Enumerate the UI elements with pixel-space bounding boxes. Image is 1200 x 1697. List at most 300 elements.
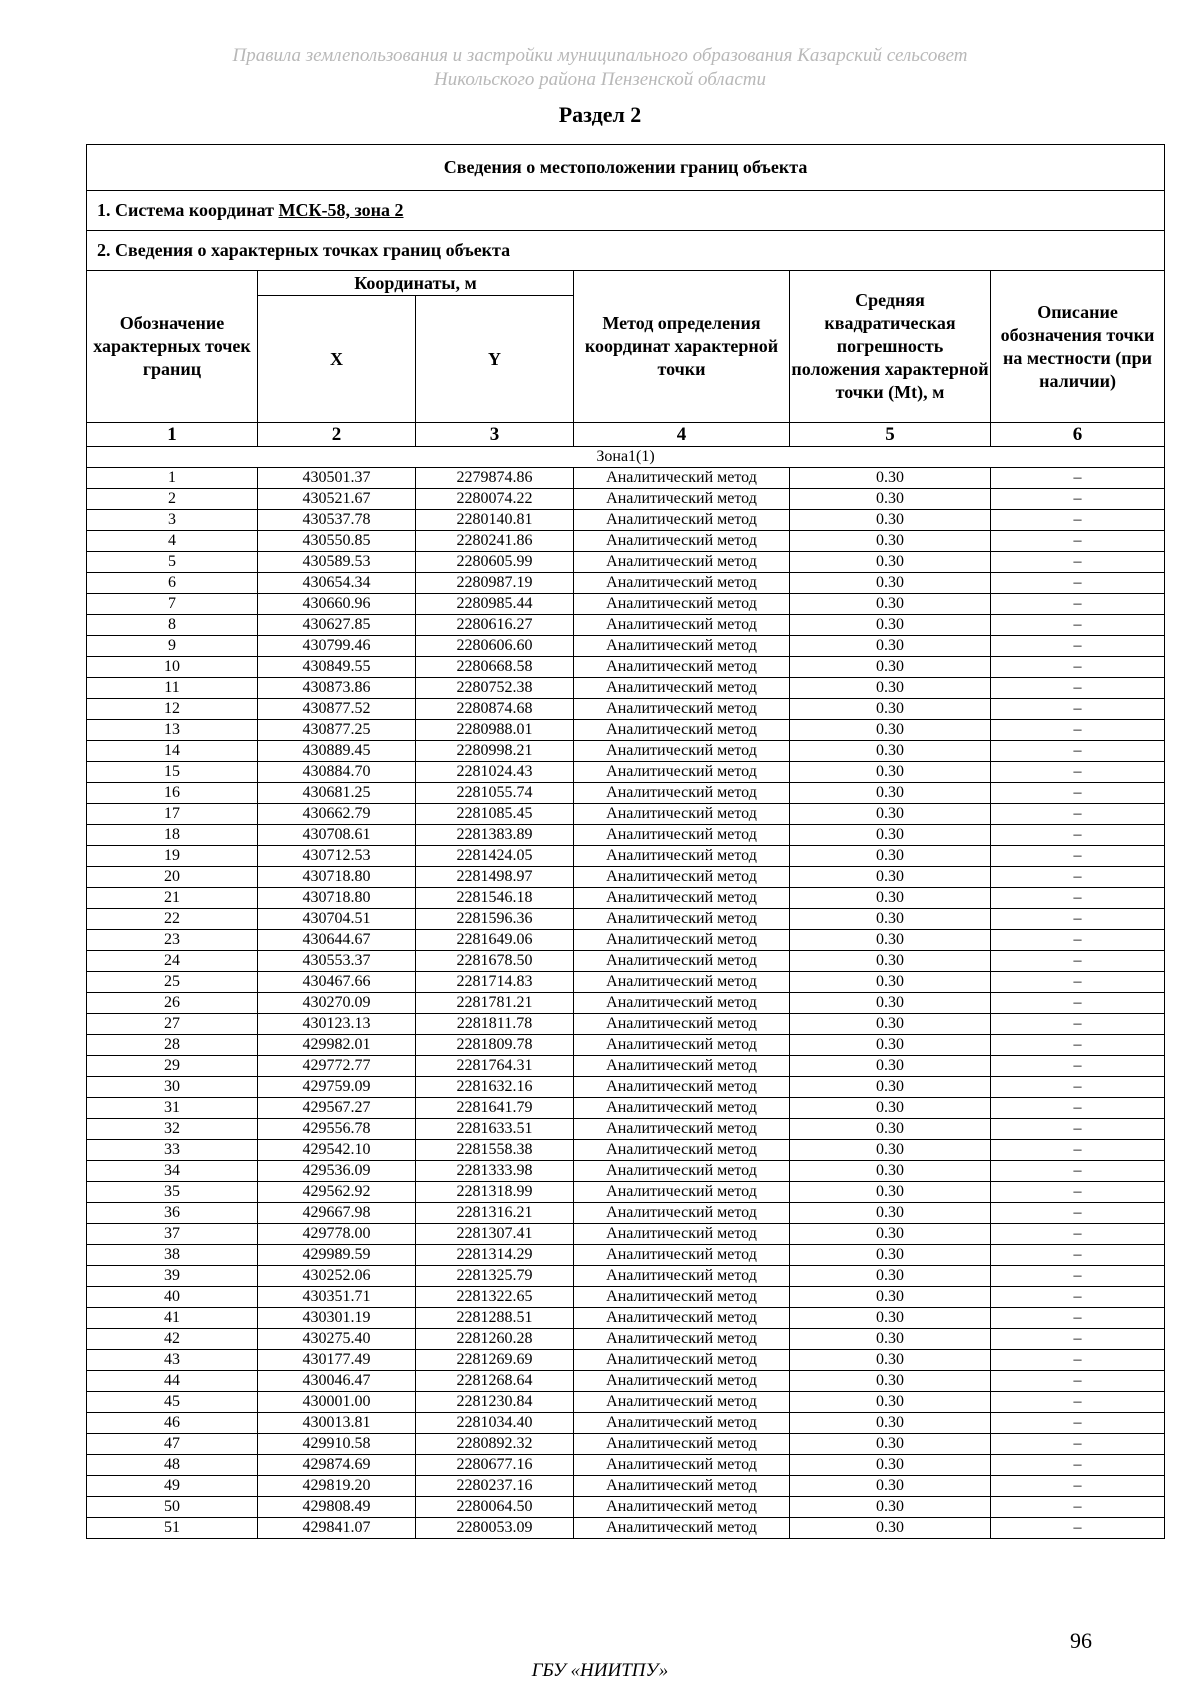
rms-error-cell: 0.30 — [790, 1413, 991, 1434]
table-row — [87, 1245, 1165, 1266]
coord-y-cell: 2281314.29 — [416, 1245, 574, 1266]
coord-y-cell: 2281558.38 — [416, 1140, 574, 1161]
description-cell: – — [991, 1077, 1165, 1098]
table-row — [87, 846, 1165, 867]
description-cell: – — [991, 1098, 1165, 1119]
rms-error-cell: 0.30 — [790, 1434, 991, 1455]
rms-error-cell: 0.30 — [790, 1098, 991, 1119]
point-number-cell: 3 — [87, 510, 258, 531]
method-cell: Аналитический метод — [574, 1161, 790, 1182]
point-number-cell: 41 — [87, 1308, 258, 1329]
table-row — [87, 468, 1165, 489]
point-number-cell: 17 — [87, 804, 258, 825]
rms-error-cell: 0.30 — [790, 489, 991, 510]
table-row — [87, 1518, 1165, 1539]
rms-error-cell: 0.30 — [790, 636, 991, 657]
rms-error-cell: 0.30 — [790, 1245, 991, 1266]
table-row — [87, 825, 1165, 846]
col-point-label: Обозначение характерных точек границ — [93, 313, 251, 379]
table-row — [87, 804, 1165, 825]
description-cell: – — [991, 1266, 1165, 1287]
point-number-cell: 39 — [87, 1266, 258, 1287]
point-number-cell: 32 — [87, 1119, 258, 1140]
point-number-cell: 19 — [87, 846, 258, 867]
col-error-header: Средняя квадратическая погрешность положения характерной точки (Mt), м — [790, 271, 991, 423]
method-cell: Аналитический метод — [574, 1518, 790, 1539]
table-row — [87, 720, 1165, 741]
rms-error-cell: 0.30 — [790, 1077, 991, 1098]
point-number-cell: 10 — [87, 657, 258, 678]
description-cell: – — [991, 1518, 1165, 1539]
coord-y-cell: 2281632.16 — [416, 1077, 574, 1098]
description-cell: – — [991, 951, 1165, 972]
method-cell: Аналитический метод — [574, 573, 790, 594]
coord-x-cell: 430849.55 — [258, 657, 416, 678]
coord-x-cell: 430662.79 — [258, 804, 416, 825]
method-cell: Аналитический метод — [574, 762, 790, 783]
coord-y-cell: 2280237.16 — [416, 1476, 574, 1497]
point-number-cell: 50 — [87, 1497, 258, 1518]
coord-x-cell: 429772.77 — [258, 1056, 416, 1077]
description-cell: – — [991, 888, 1165, 909]
table-row — [87, 741, 1165, 762]
coord-y-cell: 2281633.51 — [416, 1119, 574, 1140]
coord-y-cell: 2281714.83 — [416, 972, 574, 993]
point-number-cell: 16 — [87, 783, 258, 804]
point-number-cell: 22 — [87, 909, 258, 930]
point-number-cell: 20 — [87, 867, 258, 888]
rms-error-cell: 0.30 — [790, 1224, 991, 1245]
coord-x-cell: 430718.80 — [258, 888, 416, 909]
coord-y-cell: 2281318.99 — [416, 1182, 574, 1203]
col-number-6: 6 — [991, 423, 1165, 447]
method-cell: Аналитический метод — [574, 1077, 790, 1098]
rms-error-cell: 0.30 — [790, 468, 991, 489]
table-row — [87, 552, 1165, 573]
description-cell: – — [991, 678, 1165, 699]
description-cell: – — [991, 531, 1165, 552]
point-number-cell: 23 — [87, 930, 258, 951]
method-cell: Аналитический метод — [574, 1413, 790, 1434]
coord-x-cell: 429874.69 — [258, 1455, 416, 1476]
method-cell: Аналитический метод — [574, 888, 790, 909]
rms-error-cell: 0.30 — [790, 909, 991, 930]
table-row — [87, 1413, 1165, 1434]
point-number-cell: 37 — [87, 1224, 258, 1245]
description-cell: – — [991, 573, 1165, 594]
point-number-cell: 14 — [87, 741, 258, 762]
description-cell: – — [991, 846, 1165, 867]
point-number-cell: 46 — [87, 1413, 258, 1434]
coord-y-cell: 2281641.79 — [416, 1098, 574, 1119]
coord-x-cell: 430275.40 — [258, 1329, 416, 1350]
coord-system-value: МСК-58, зона 2 — [278, 200, 404, 220]
description-cell: – — [991, 489, 1165, 510]
col-number-4: 4 — [574, 423, 790, 447]
point-number-cell: 11 — [87, 678, 258, 699]
table-row — [87, 678, 1165, 699]
table-row — [87, 1455, 1165, 1476]
table-row — [87, 489, 1165, 510]
table-row — [87, 1203, 1165, 1224]
coord-x-cell: 430521.67 — [258, 489, 416, 510]
point-number-cell: 1 — [87, 468, 258, 489]
coord-system-row — [87, 191, 1165, 231]
method-cell: Аналитический метод — [574, 804, 790, 825]
col-method-header: Метод определения координат характерной точки — [574, 271, 790, 423]
col-number-5: 5 — [790, 423, 991, 447]
table-row — [87, 1350, 1165, 1371]
coord-y-cell: 2280668.58 — [416, 657, 574, 678]
point-number-cell: 4 — [87, 531, 258, 552]
coord-x-cell: 430013.81 — [258, 1413, 416, 1434]
description-cell: – — [991, 510, 1165, 531]
rms-error-cell: 0.30 — [790, 993, 991, 1014]
method-cell: Аналитический метод — [574, 1497, 790, 1518]
point-number-cell: 42 — [87, 1329, 258, 1350]
description-cell: – — [991, 699, 1165, 720]
header-line-2: Никольского района Пензенской области — [434, 69, 766, 90]
description-cell: – — [991, 741, 1165, 762]
rms-error-cell: 0.30 — [790, 510, 991, 531]
rms-error-cell: 0.30 — [790, 1371, 991, 1392]
method-cell: Аналитический метод — [574, 489, 790, 510]
description-cell: – — [991, 1014, 1165, 1035]
table-row — [87, 1497, 1165, 1518]
description-cell: – — [991, 1119, 1165, 1140]
table-row — [87, 531, 1165, 552]
method-cell: Аналитический метод — [574, 1287, 790, 1308]
method-cell: Аналитический метод — [574, 951, 790, 972]
coord-y-cell: 2280241.86 — [416, 531, 574, 552]
table-row — [87, 594, 1165, 615]
rms-error-cell: 0.30 — [790, 1350, 991, 1371]
coord-x-cell: 430627.85 — [258, 615, 416, 636]
table-row — [87, 1056, 1165, 1077]
col-coords-header: Координаты, м — [258, 271, 574, 296]
rms-error-cell: 0.30 — [790, 1308, 991, 1329]
description-cell: – — [991, 1140, 1165, 1161]
point-number-cell: 18 — [87, 825, 258, 846]
coord-y-cell: 2280987.19 — [416, 573, 574, 594]
description-cell: – — [991, 1497, 1165, 1518]
coord-y-cell: 2280892.32 — [416, 1434, 574, 1455]
coord-y-cell: 2281649.06 — [416, 930, 574, 951]
table-row — [87, 1434, 1165, 1455]
coord-y-cell: 2281024.43 — [416, 762, 574, 783]
coord-y-cell: 2281498.97 — [416, 867, 574, 888]
description-cell: – — [991, 930, 1165, 951]
rms-error-cell: 0.30 — [790, 1203, 991, 1224]
table-row — [87, 1308, 1165, 1329]
table-row — [87, 762, 1165, 783]
rms-error-cell: 0.30 — [790, 552, 991, 573]
coord-x-cell: 430877.52 — [258, 699, 416, 720]
table-row — [87, 1182, 1165, 1203]
rms-error-cell: 0.30 — [790, 1476, 991, 1497]
description-cell: – — [991, 636, 1165, 657]
rms-error-cell: 0.30 — [790, 1497, 991, 1518]
rms-error-cell: 0.30 — [790, 867, 991, 888]
point-number-cell: 29 — [87, 1056, 258, 1077]
description-cell: – — [991, 552, 1165, 573]
method-cell: Аналитический метод — [574, 1266, 790, 1287]
coord-y-cell: 2281781.21 — [416, 993, 574, 1014]
table-row — [87, 888, 1165, 909]
description-cell: – — [991, 1287, 1165, 1308]
boundary-points-table — [86, 144, 1165, 1539]
table-row — [87, 1035, 1165, 1056]
point-number-cell: 28 — [87, 1035, 258, 1056]
rms-error-cell: 0.30 — [790, 951, 991, 972]
method-cell: Аналитический метод — [574, 720, 790, 741]
description-cell: – — [991, 867, 1165, 888]
coord-y-cell: 2281325.79 — [416, 1266, 574, 1287]
coord-y-cell: 2280140.81 — [416, 510, 574, 531]
rms-error-cell: 0.30 — [790, 531, 991, 552]
method-cell: Аналитический метод — [574, 657, 790, 678]
coord-y-cell: 2281268.64 — [416, 1371, 574, 1392]
point-number-cell: 24 — [87, 951, 258, 972]
description-cell: – — [991, 1245, 1165, 1266]
method-cell: Аналитический метод — [574, 531, 790, 552]
point-number-cell: 45 — [87, 1392, 258, 1413]
coord-y-cell: 2281596.36 — [416, 909, 574, 930]
table-row — [87, 657, 1165, 678]
col-desc-header: Описание обозначения точки на местности (при наличии) — [991, 271, 1165, 423]
table-row — [87, 783, 1165, 804]
method-cell: Аналитический метод — [574, 1329, 790, 1350]
rms-error-cell: 0.30 — [790, 846, 991, 867]
coord-y-cell: 2281811.78 — [416, 1014, 574, 1035]
coord-x-cell: 429778.00 — [258, 1224, 416, 1245]
coord-x-cell: 430654.34 — [258, 573, 416, 594]
coord-x-cell: 429989.59 — [258, 1245, 416, 1266]
coord-x-cell: 429667.98 — [258, 1203, 416, 1224]
rms-error-cell: 0.30 — [790, 573, 991, 594]
method-cell: Аналитический метод — [574, 909, 790, 930]
method-cell: Аналитический метод — [574, 594, 790, 615]
method-cell: Аналитический метод — [574, 1350, 790, 1371]
coord-x-cell: 429536.09 — [258, 1161, 416, 1182]
col-x-header: X — [258, 296, 416, 423]
coord-y-cell: 2281230.84 — [416, 1392, 574, 1413]
rms-error-cell: 0.30 — [790, 699, 991, 720]
coord-y-cell: 2280985.44 — [416, 594, 574, 615]
coord-y-cell: 2280064.50 — [416, 1497, 574, 1518]
table-row — [87, 1266, 1165, 1287]
coord-y-cell: 2279874.86 — [416, 468, 574, 489]
coord-x-cell: 430799.46 — [258, 636, 416, 657]
rms-error-cell: 0.30 — [790, 594, 991, 615]
rms-error-cell: 0.30 — [790, 1014, 991, 1035]
point-number-cell: 38 — [87, 1245, 258, 1266]
point-number-cell: 44 — [87, 1371, 258, 1392]
point-number-cell: 25 — [87, 972, 258, 993]
description-cell: – — [991, 468, 1165, 489]
coord-y-cell: 2281034.40 — [416, 1413, 574, 1434]
coord-x-cell: 430501.37 — [258, 468, 416, 489]
coord-y-cell: 2281383.89 — [416, 825, 574, 846]
method-cell: Аналитический метод — [574, 1014, 790, 1035]
col-number-3: 3 — [416, 423, 574, 447]
coord-x-cell: 430877.25 — [258, 720, 416, 741]
point-number-cell: 33 — [87, 1140, 258, 1161]
point-number-cell: 6 — [87, 573, 258, 594]
point-number-cell: 26 — [87, 993, 258, 1014]
coord-y-cell: 2281307.41 — [416, 1224, 574, 1245]
rms-error-cell: 0.30 — [790, 657, 991, 678]
description-cell: – — [991, 909, 1165, 930]
point-number-cell: 43 — [87, 1350, 258, 1371]
description-cell: – — [991, 1182, 1165, 1203]
coord-y-cell: 2281678.50 — [416, 951, 574, 972]
description-cell: – — [991, 1350, 1165, 1371]
rms-error-cell: 0.30 — [790, 1140, 991, 1161]
coord-x-cell: 430712.53 — [258, 846, 416, 867]
point-number-cell: 31 — [87, 1098, 258, 1119]
header-line-1: Правила землепользования и застройки муниципального образования Казарский сельсовет — [232, 45, 968, 66]
rms-error-cell: 0.30 — [790, 1287, 991, 1308]
table-row — [87, 1224, 1165, 1245]
description-cell: – — [991, 615, 1165, 636]
table-row — [87, 615, 1165, 636]
rms-error-cell: 0.30 — [790, 1392, 991, 1413]
table-row — [87, 510, 1165, 531]
coord-x-cell: 430660.96 — [258, 594, 416, 615]
method-cell: Аналитический метод — [574, 552, 790, 573]
method-cell: Аналитический метод — [574, 867, 790, 888]
rms-error-cell: 0.30 — [790, 783, 991, 804]
point-number-cell: 40 — [87, 1287, 258, 1308]
description-cell: – — [991, 1224, 1165, 1245]
method-cell: Аналитический метод — [574, 678, 790, 699]
rms-error-cell: 0.30 — [790, 930, 991, 951]
rms-error-cell: 0.30 — [790, 804, 991, 825]
coord-x-cell: 430351.71 — [258, 1287, 416, 1308]
method-cell: Аналитический метод — [574, 510, 790, 531]
rms-error-cell: 0.30 — [790, 1455, 991, 1476]
description-cell: – — [991, 594, 1165, 615]
col-point-header — [87, 271, 258, 423]
point-number-cell: 15 — [87, 762, 258, 783]
coord-x-cell: 429562.92 — [258, 1182, 416, 1203]
coord-x-cell: 429542.10 — [258, 1140, 416, 1161]
point-number-cell: 5 — [87, 552, 258, 573]
method-cell: Аналитический метод — [574, 1371, 790, 1392]
point-number-cell: 27 — [87, 1014, 258, 1035]
table-row — [87, 1077, 1165, 1098]
description-cell: – — [991, 762, 1165, 783]
coord-x-cell: 430537.78 — [258, 510, 416, 531]
coord-x-cell: 430252.06 — [258, 1266, 416, 1287]
description-cell: – — [991, 1413, 1165, 1434]
table-row — [87, 573, 1165, 594]
coord-x-cell: 429567.27 — [258, 1098, 416, 1119]
coord-y-cell: 2280606.60 — [416, 636, 574, 657]
point-number-cell: 9 — [87, 636, 258, 657]
rms-error-cell: 0.30 — [790, 1329, 991, 1350]
description-cell: – — [991, 1308, 1165, 1329]
section-title: Раздел 2 — [558, 102, 642, 127]
method-cell: Аналитический метод — [574, 1434, 790, 1455]
coord-x-cell: 430681.25 — [258, 783, 416, 804]
method-cell: Аналитический метод — [574, 930, 790, 951]
description-cell: – — [991, 720, 1165, 741]
coord-x-cell: 430644.67 — [258, 930, 416, 951]
description-cell: – — [991, 1329, 1165, 1350]
description-cell: – — [991, 1392, 1165, 1413]
coord-y-cell: 2281764.31 — [416, 1056, 574, 1077]
point-number-cell: 35 — [87, 1182, 258, 1203]
coord-y-cell: 2281055.74 — [416, 783, 574, 804]
description-cell: – — [991, 1455, 1165, 1476]
coord-x-cell: 430177.49 — [258, 1350, 416, 1371]
coord-x-cell: 430550.85 — [258, 531, 416, 552]
coord-x-cell: 430553.37 — [258, 951, 416, 972]
coord-x-cell: 430046.47 — [258, 1371, 416, 1392]
coord-y-cell: 2280616.27 — [416, 615, 574, 636]
point-number-cell: 8 — [87, 615, 258, 636]
method-cell: Аналитический метод — [574, 1476, 790, 1497]
table-row — [87, 867, 1165, 888]
table-row — [87, 1287, 1165, 1308]
rms-error-cell: 0.30 — [790, 741, 991, 762]
point-number-cell: 30 — [87, 1077, 258, 1098]
method-cell: Аналитический метод — [574, 1392, 790, 1413]
coord-y-cell: 2280074.22 — [416, 489, 574, 510]
table-row — [87, 1140, 1165, 1161]
coord-x-cell: 430889.45 — [258, 741, 416, 762]
coord-y-cell: 2281260.28 — [416, 1329, 574, 1350]
coord-x-cell: 429759.09 — [258, 1077, 416, 1098]
point-number-cell: 49 — [87, 1476, 258, 1497]
rms-error-cell: 0.30 — [790, 762, 991, 783]
point-number-cell: 36 — [87, 1203, 258, 1224]
method-cell: Аналитический метод — [574, 1182, 790, 1203]
description-cell: – — [991, 1371, 1165, 1392]
method-cell: Аналитический метод — [574, 1455, 790, 1476]
rms-error-cell: 0.30 — [790, 825, 991, 846]
coord-x-cell: 430270.09 — [258, 993, 416, 1014]
coord-y-cell: 2280752.38 — [416, 678, 574, 699]
coord-y-cell: 2280874.68 — [416, 699, 574, 720]
table-row — [87, 993, 1165, 1014]
point-number-cell: 21 — [87, 888, 258, 909]
description-cell: – — [991, 1203, 1165, 1224]
rms-error-cell: 0.30 — [790, 1266, 991, 1287]
coord-x-cell: 429819.20 — [258, 1476, 416, 1497]
table-row — [87, 909, 1165, 930]
table-row — [87, 951, 1165, 972]
coord-y-cell: 2281546.18 — [416, 888, 574, 909]
coord-x-cell: 429841.07 — [258, 1518, 416, 1539]
description-cell: – — [991, 1434, 1165, 1455]
method-cell: Аналитический метод — [574, 1140, 790, 1161]
coord-y-cell: 2280677.16 — [416, 1455, 574, 1476]
coord-y-cell: 2280053.09 — [416, 1518, 574, 1539]
coord-x-cell: 430589.53 — [258, 552, 416, 573]
coord-system-label: 1. Система координат — [97, 200, 279, 220]
description-cell: – — [991, 1476, 1165, 1497]
description-cell: – — [991, 993, 1165, 1014]
table-row — [87, 1476, 1165, 1497]
method-cell: Аналитический метод — [574, 1203, 790, 1224]
method-cell: Аналитический метод — [574, 1098, 790, 1119]
table-row — [87, 1098, 1165, 1119]
method-cell: Аналитический метод — [574, 1119, 790, 1140]
description-cell: – — [991, 804, 1165, 825]
